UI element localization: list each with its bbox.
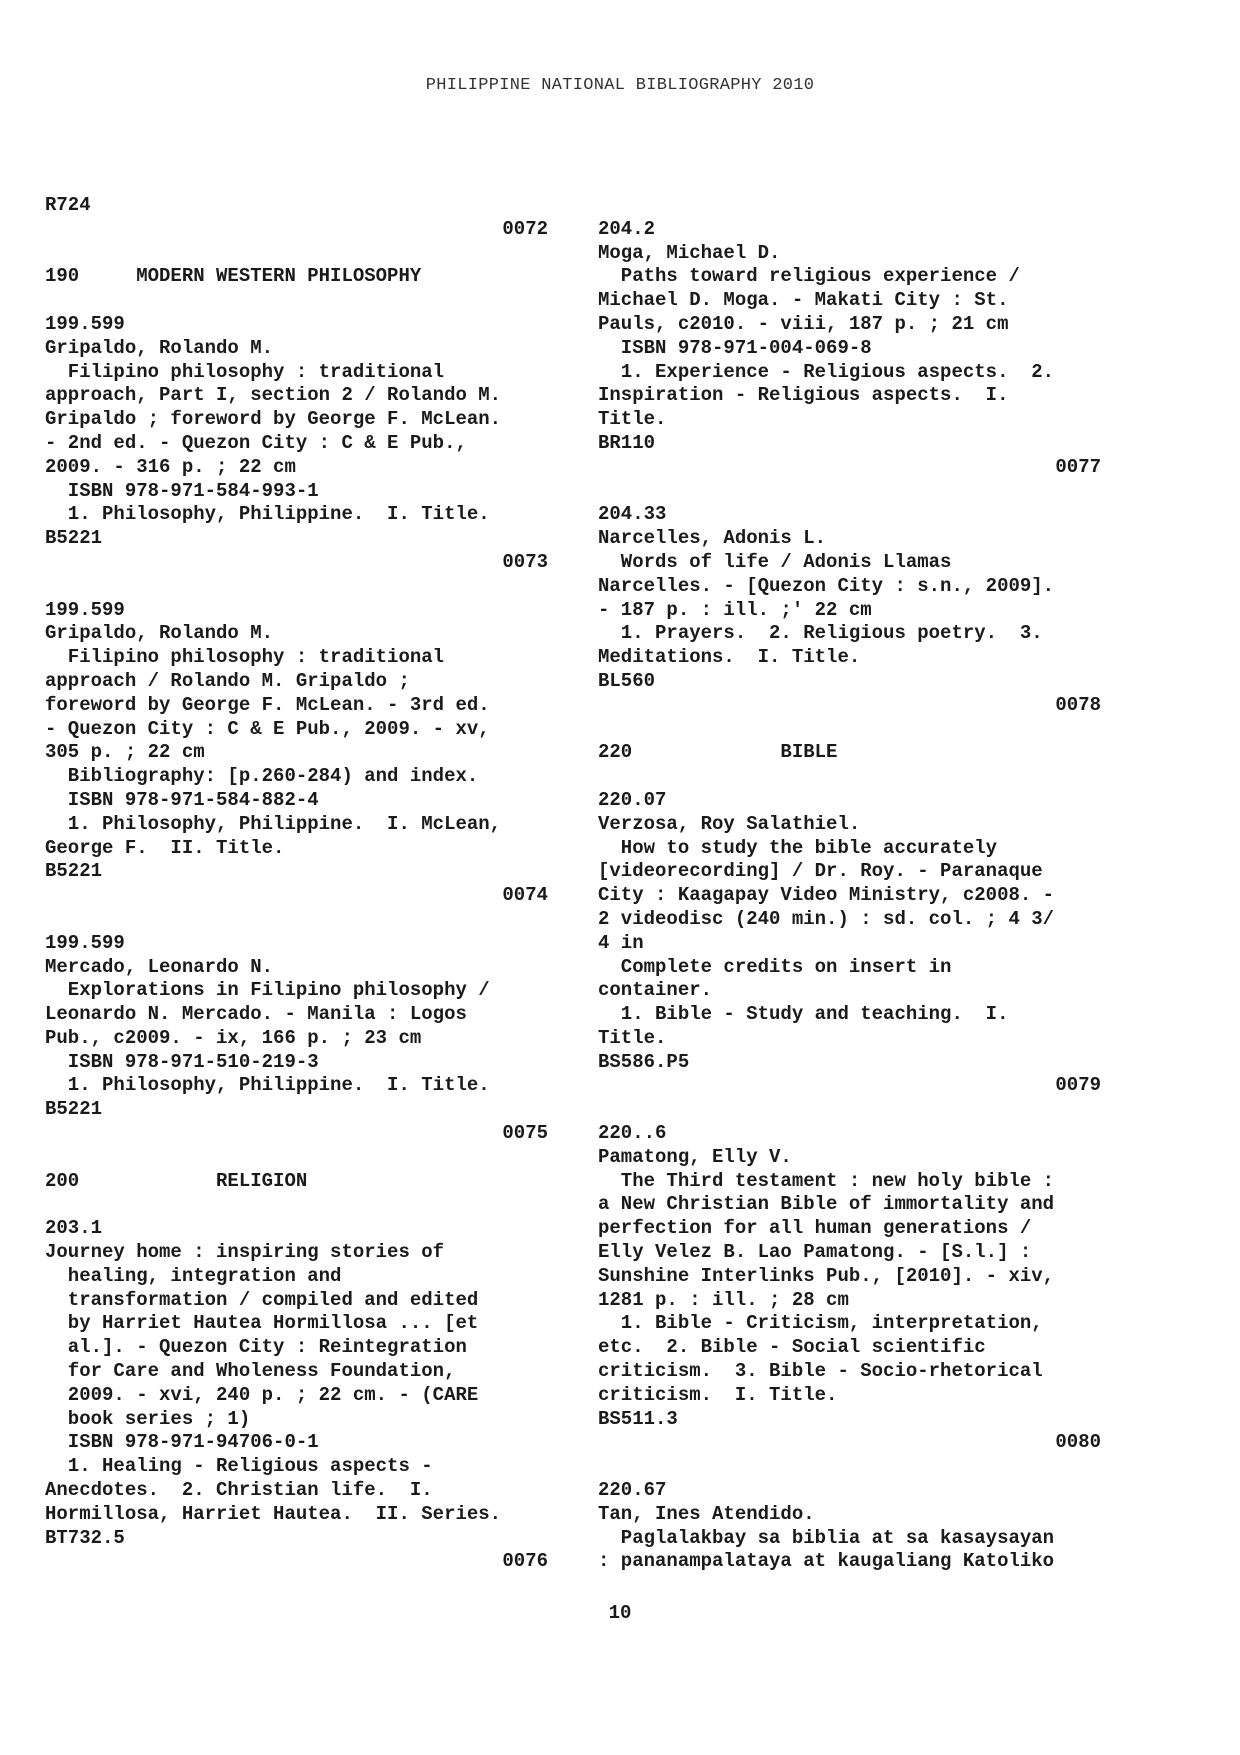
entry-number: 0072 [502, 217, 548, 240]
blank-line [45, 908, 555, 932]
entry-line: etc. 2. Bible - Social scientific [598, 1336, 986, 1359]
entry-line: book series ; 1) [45, 1407, 251, 1430]
entry-number: 0074 [502, 884, 548, 907]
right-column [598, 194, 1108, 1574]
blank-line [598, 1098, 1108, 1122]
entry-number: 0077 [1055, 455, 1101, 478]
entry-line: 199.599 [45, 598, 125, 621]
entry-line: Pamatong, Elly V. [598, 1145, 792, 1168]
entry-line: ISBN 978-971-004-069-8 [598, 336, 872, 359]
entry-line: Explorations in Filipino philosophy / [45, 979, 490, 1002]
entry-line: Narcelles. - [Quezon City : s.n., 2009]. [598, 574, 1055, 597]
entry-line: 2009. - xvi, 240 p. ; 22 cm. - (CARE [45, 1383, 479, 1406]
entry-line: Michael D. Moga. - Makati City : St. [598, 289, 1009, 312]
entry-line: Bibliography: [p.260-284) and index. [45, 765, 479, 788]
entry-line: The Third testament : new holy bible : [598, 1169, 1055, 1192]
entry-line: Elly Velez B. Lao Pamatong. - [S.l.] : [598, 1241, 1032, 1264]
entry-line: 220.67 [598, 1479, 667, 1502]
entry-line: Complete credits on insert in [598, 955, 952, 978]
entry-line: 1281 p. : ill. ; 28 cm [598, 1288, 849, 1311]
entry-number: 0076 [502, 1550, 548, 1573]
entry-line: approach, Part I, section 2 / Rolando M. [45, 384, 502, 407]
blank-line [45, 289, 555, 313]
entry-line: healing, integration and [45, 1264, 342, 1287]
entry-line: BS586.P5 [598, 1050, 690, 1073]
entry-line: B5221 [45, 860, 103, 883]
entry-line: Moga, Michael D. [598, 241, 781, 264]
entry-line: 220.07 [598, 788, 667, 811]
section-heading: 220 BIBLE [598, 741, 838, 764]
entry-number: 0078 [1055, 693, 1101, 716]
blank-line [45, 242, 555, 266]
entry-line: BL560 [598, 669, 656, 692]
entry-line: 1. Prayers. 2. Religious poetry. 3. [598, 622, 1043, 645]
entry-line: for Care and Wholeness Foundation, [45, 1360, 456, 1383]
entry-line: 204.33 [598, 503, 667, 526]
entry-line: 199.599 [45, 312, 125, 335]
entry-line: 1. Experience - Religious aspects. 2. [598, 360, 1055, 383]
entry-line: Paglalakbay sa biblia at sa kasaysayan [598, 1526, 1055, 1549]
section-heading: 190 MODERN WESTERN PHILOSOPHY [45, 265, 422, 288]
entry-line: Journey home : inspiring stories of [45, 1241, 445, 1264]
blank-line [598, 1455, 1108, 1479]
blank-line [598, 718, 1108, 742]
entry-line: 2009. - 316 p. ; 22 cm [45, 455, 296, 478]
entry-line: 204.2 [598, 217, 656, 240]
entry-line: Hormillosa, Harriet Hautea. II. Series. [45, 1502, 502, 1525]
entry-line: B5221 [45, 527, 103, 550]
entry-line: transformation / compiled and edited [45, 1288, 479, 1311]
entry-line: [videorecording] / Dr. Roy. - Paranaque [598, 860, 1043, 883]
entry-line: ISBN 978-971-510-219-3 [45, 1050, 319, 1073]
entry-line: Gripaldo, Rolando M. [45, 336, 274, 359]
entry-line: Tan, Ines Atendido. [598, 1502, 815, 1525]
entry-line: Inspiration - Religious aspects. I. [598, 384, 1009, 407]
entry-line: perfection for all human generations / [598, 1217, 1032, 1240]
entry-line: Gripaldo ; foreword by George F. McLean. [45, 408, 502, 431]
entry-line: Leonardo N. Mercado. - Manila : Logos [45, 1003, 467, 1026]
blank-line [598, 480, 1108, 504]
entry-line: 1. Healing - Religious aspects - [45, 1455, 433, 1478]
entry-line: foreword by George F. McLean. - 3rd ed. [45, 693, 490, 716]
entry-line: George F. II. Title. [45, 836, 285, 859]
entry-line: Filipino philosophy : traditional [45, 360, 445, 383]
entry-line: 2 videodisc (240 min.) : sd. col. ; 4 3/ [598, 907, 1055, 930]
entry-line: BS511.3 [598, 1407, 678, 1430]
entry-line: 203.1 [45, 1217, 103, 1240]
entry-line: BT732.5 [45, 1526, 125, 1549]
blank-line [45, 1146, 555, 1170]
entry-line: criticism. I. Title. [598, 1383, 838, 1406]
entry-line: How to study the bible accurately [598, 836, 998, 859]
entry-line: Meditations. I. Title. [598, 646, 861, 669]
entry-line: : pananampalataya at kaugaliang Katoliko [598, 1550, 1055, 1573]
entry-line: container. [598, 979, 713, 1002]
entry-line: 1. Philosophy, Philippine. I. McLean, [45, 812, 502, 835]
entry-line: 1. Bible - Criticism, interpretation, [598, 1312, 1043, 1335]
entry-line: al.]. - Quezon City : Reintegration [45, 1336, 467, 1359]
entry-line: criticism. 3. Bible - Socio-rhetorical [598, 1360, 1043, 1383]
entry-line: - 2nd ed. - Quezon City : C & E Pub., [45, 431, 467, 454]
blank-line [598, 194, 1108, 218]
entry-line: - Quezon City : C & E Pub., 2009. - xv, [45, 717, 490, 740]
entry-line: Sunshine Interlinks Pub., [2010]. - xiv, [598, 1264, 1055, 1287]
entry-line: Paths toward religious experience / [598, 265, 1020, 288]
entry-line: Verzosa, Roy Salathiel. [598, 812, 861, 835]
entry-line: Title. [598, 408, 667, 431]
entry-line: Filipino philosophy : traditional [45, 646, 445, 669]
section-heading: 200 RELIGION [45, 1169, 308, 1192]
entry-line: 305 p. ; 22 cm [45, 741, 205, 764]
entry-line: City : Kaagapay Video Ministry, c2008. - [598, 884, 1055, 907]
entry-line: Words of life / Adonis Llamas [598, 550, 952, 573]
entry-line: ISBN 978-971-584-882-4 [45, 788, 319, 811]
entry-number: 0080 [1055, 1431, 1101, 1454]
entry-line: Narcelles, Adonis L. [598, 527, 827, 550]
entry-line: Gripaldo, Rolando M. [45, 622, 274, 645]
entry-line: Title. [598, 1026, 667, 1049]
entry-number: 0075 [502, 1122, 548, 1145]
entry-line: Anecdotes. 2. Christian life. I. [45, 1479, 433, 1502]
entry-line: 1. Bible - Study and teaching. I. [598, 1003, 1009, 1026]
entry-line: Pub., c2009. - ix, 166 p. ; 23 cm [45, 1026, 422, 1049]
entry-line: - 187 p. : ill. ;' 22 cm [598, 598, 872, 621]
entry-number: 0079 [1055, 1074, 1101, 1097]
running-head: PHILIPPINE NATIONAL BIBLIOGRAPHY 2010 [425, 76, 815, 95]
blank-line [45, 575, 555, 599]
entry-line: ISBN 978-971-584-993-1 [45, 479, 319, 502]
entry-line: 4 in [598, 931, 644, 954]
entry-line: by Harriet Hautea Hormillosa ... [et [45, 1312, 479, 1335]
entry-line: a New Christian Bible of immortality and [598, 1193, 1055, 1216]
entry-line: BR110 [598, 431, 656, 454]
entry-line: 1. Philosophy, Philippine. I. Title. [45, 503, 490, 526]
entry-line: Mercado, Leonardo N. [45, 955, 274, 978]
entry-line: 1. Philosophy, Philippine. I. Title. [45, 1074, 490, 1097]
entry-line: B5221 [45, 1098, 103, 1121]
blank-line [598, 765, 1108, 789]
blank-line [45, 1193, 555, 1217]
entry-line: 199.599 [45, 931, 125, 954]
entry-line: approach / Rolando M. Gripaldo ; [45, 669, 410, 692]
entry-line: R724 [45, 194, 91, 216]
entry-line: ISBN 978-971-94706-0-1 [45, 1431, 319, 1454]
entry-line: 220..6 [598, 1122, 667, 1145]
page-number: 10 [608, 1602, 632, 1624]
left-column [45, 194, 555, 1574]
entry-line: Pauls, c2010. - viii, 187 p. ; 21 cm [598, 312, 1009, 335]
entry-number: 0073 [502, 550, 548, 573]
